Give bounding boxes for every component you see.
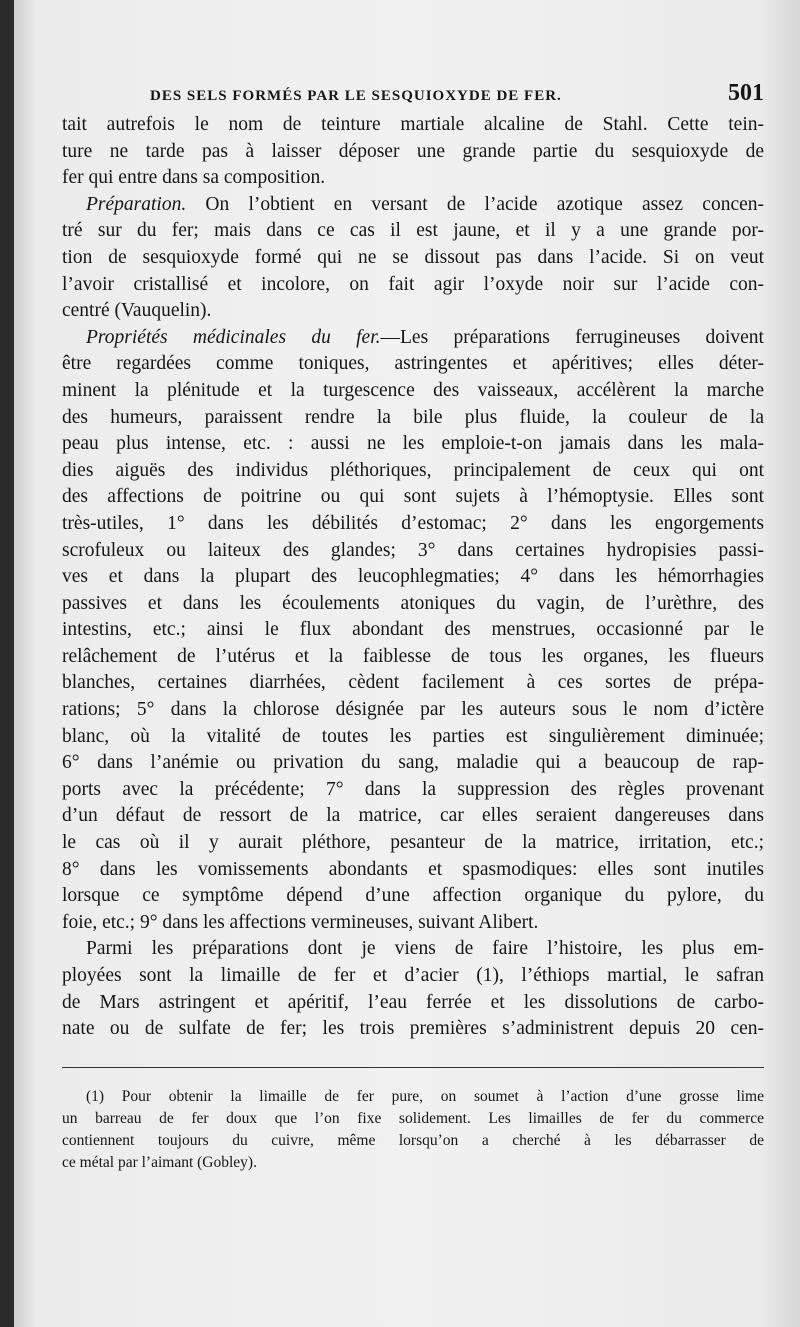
text-line: peau plus intense, etc. : aussi ne les emploie-t-on jamais dans les mala-: [62, 433, 764, 455]
text-line: dies aiguës des individus pléthoriques, principalement de ceux qui ont: [62, 459, 764, 481]
text-line: Parmi les préparations dont je viens de faire l’histoire, les plus em-: [86, 938, 764, 960]
text-line: tion de sesquioxyde formé qui ne se dissout pas dans l’acide. Si on veut: [62, 246, 764, 268]
footnote: [62, 1086, 764, 1174]
body-text: [62, 112, 764, 1043]
text-line: minent la plénitude et la turgescence des vaisseaux, accélèrent la marche: [62, 379, 764, 401]
text-line: fer qui entre dans sa composition.: [62, 167, 326, 189]
section-lead: Propriétés médicinales du fer.: [86, 326, 381, 348]
text-line: relâchement de l’utérus et la faiblesse de tous les organes, les flueurs: [62, 645, 764, 667]
text-line: être regardées comme toniques, astringentes et apéritives; elles déter-: [62, 353, 764, 375]
text-line: d’un défaut de ressort de la matrice, car elles seraient dangereuses dans: [62, 805, 764, 827]
text-line: passives et dans les écoulements atoniques du vagin, de l’urèthre, des: [62, 592, 764, 614]
text-run: On l’obtient en versant de l’acide azotique assez concen-: [186, 193, 764, 215]
page-number: 501: [728, 80, 764, 106]
text-line: le cas où il y aurait pléthore, pesanteur de la matrice, irritation, etc.;: [62, 832, 764, 854]
book-page-sheet: [14, 0, 800, 1327]
running-title: DES SELS FORMÉS PAR LE SESQUIOXYDE DE FER.: [150, 88, 562, 104]
footnote-divider: [62, 1067, 764, 1068]
text-line: intestins, etc.; ainsi le flux abondant des menstrues, occasionné par le: [62, 619, 764, 641]
text-line: [62, 192, 764, 219]
footnote-line: ce métal par l’aimant (Gobley).: [62, 1153, 257, 1171]
paragraph-proprietes: [62, 325, 764, 937]
text-line: foie, etc.; 9° dans les affections vermineuses, suivant Alibert.: [62, 911, 539, 933]
text-line: des affections de poitrine ou qui sont sujets à l’hémoptysie. Elles sont: [62, 486, 764, 508]
text-line: scrofuleux ou laiteux des glandes; 3° dans certaines hydropisies passi-: [62, 539, 764, 561]
paragraph-continuation: [62, 112, 764, 192]
footnote-line: (1) Pour obtenir la limaille de fer pure, on soumet à l’action d’une grosse lime: [86, 1087, 764, 1105]
text-line: [62, 325, 764, 352]
text-line: très-utiles, 1° dans les débilités d’estomac; 2° dans les engorgements: [62, 512, 764, 534]
running-header: [62, 78, 764, 112]
text-line: l’avoir cristallisé et incolore, on fait agir l’oxyde noir sur l’acide con-: [62, 273, 764, 295]
footnote-line: contiennent toujours du cuivre, même lorsqu’on a cherché à les débarrasser de: [62, 1131, 764, 1149]
text-line: blanc, où la vitalité de toutes les parties est singulièrement diminuée;: [62, 725, 764, 747]
text-line: lorsque ce symptôme dépend d’une affection organique du pylore, du: [62, 885, 764, 907]
text-line: rations; 5° dans la chlorose désignée par les auteurs sous le nom d’ictère: [62, 699, 764, 721]
text-line: centré (Vauquelin).: [62, 300, 212, 322]
section-lead: Préparation.: [86, 193, 187, 215]
text-line: blanches, certaines diarrhées, cèdent facilement à ces sortes de prépa-: [62, 672, 764, 694]
text-line: ports avec la précédente; 7° dans la suppression des règles provenant: [62, 778, 764, 800]
text-line: tré sur du fer; mais dans ce cas il est jaune, et il y a une grande por-: [62, 220, 764, 242]
text-run: —Les préparations ferrugineuses doivent: [380, 326, 764, 348]
footnote-line: un barreau de fer doux que l’on fixe solidement. Les limailles de fer du commerce: [62, 1109, 764, 1127]
text-line: 6° dans l’anémie ou privation du sang, maladie qui a beaucoup de rap-: [62, 752, 764, 774]
text-line: 8° dans les vomissements abondants et spasmodiques: elles sont inutiles: [62, 858, 764, 880]
text-line: ture ne tarde pas à laisser déposer une grande partie du sesquioxyde de: [62, 140, 764, 162]
text-line: de Mars astringent et apéritif, l’eau ferrée et les dissolutions de carbo-: [62, 991, 764, 1013]
text-line: nate ou de sulfate de fer; les trois premières s’administrent depuis 20 cen-: [62, 1018, 764, 1040]
text-line: ves et dans la plupart des leucophlegmaties; 4° dans les hémorrhagies: [62, 566, 764, 588]
text-line: ployées sont la limaille de fer et d’acier (1), l’éthiops martial, le safran: [62, 965, 764, 986]
page-content: [62, 78, 764, 1174]
paragraph-preparation: [62, 192, 764, 325]
text-line: des humeurs, paraissent rendre la bile plus fluide, la couleur de la: [62, 406, 764, 428]
paragraph-parmi: [62, 936, 764, 1042]
text-line: tait autrefois le nom de teinture martiale alcaline de Stahl. Cette tein-: [62, 114, 764, 135]
